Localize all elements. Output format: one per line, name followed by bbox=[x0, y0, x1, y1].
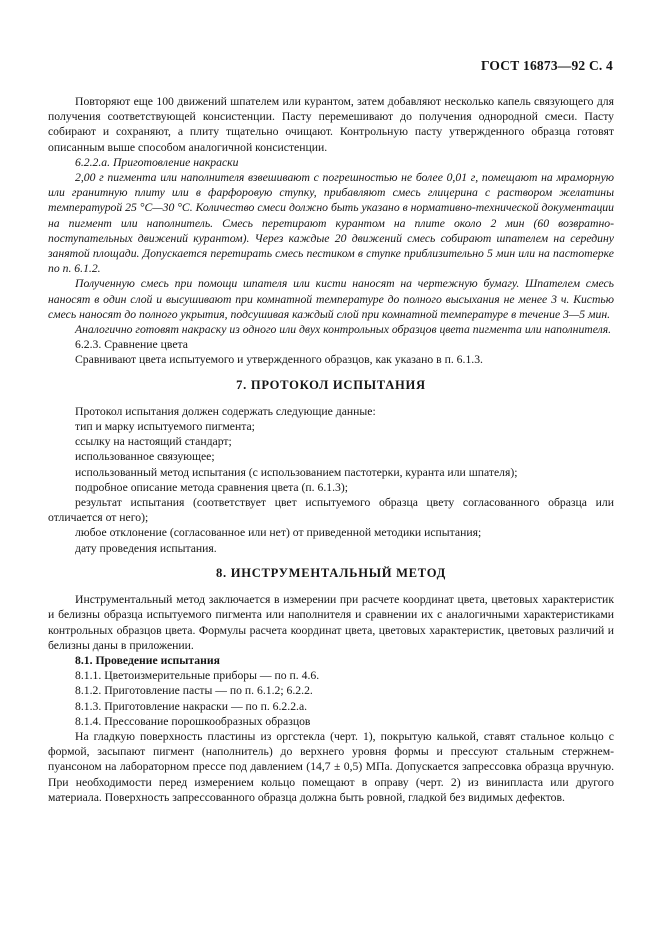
paragraph: Повторяют еще 100 движений шпателем или курантом, затем добавляют несколько капель связующего для получения соответствующей консистенции. Пасту перемешивают до получения однородной смеси. Пасту собирают и сохраняют, а плиту тщательно очищают. Контрольную пасту утвержденного образца готовят описанным выше способом аналогичной консистенции. bbox=[48, 95, 614, 154]
subsection-heading: 6.2.3. Сравнение цвета bbox=[75, 338, 188, 352]
paragraph: 2,00 г пигмента или наполнителя взвешивают с погрешностью не более 0,01 г, помещают на мраморную или гранитную плиту или в фарфоровую ступку, прибавляют смесь глицерина с раствором желатины температурой 25 °С—30 °С. Количество смеси должно быть указано в нормативно-технической документации на пигмент или наполнитель. Смесь перетирают курантом на плите около 2 мин (60 возвратно-поступательных движений курантом). Через каждые 20 движений смесь собирают шпателем на середину занятой площади. Допускается перетирать смесь пестиком в ступке приблизительно 5 мин или на пастотерке по п. 6.1.2. bbox=[48, 171, 614, 276]
list-item: результат испытания (соответствует цвет испытуемого образца цвету согласованного образца или отличается от него); bbox=[48, 496, 614, 525]
paragraph: Сравнивают цвета испытуемого и утвержденного образцов, как указано в п. 6.1.3. bbox=[75, 353, 483, 367]
list-item: 8.1.1. Цветоизмерительные приборы — по п. 4.6. bbox=[75, 669, 320, 683]
list-item: 8.1.4. Прессование порошкообразных образцов bbox=[75, 714, 311, 728]
list-item: 8.1.2. Приготовление пасты — по п. 6.1.2; 6.2.2. bbox=[75, 684, 313, 698]
paragraph: Протокол испытания должен содержать следующие данные: bbox=[75, 404, 376, 418]
section-title: 7. ПРОТОКОЛ ИСПЫТАНИЯ bbox=[236, 377, 426, 392]
list-item: дату проведения испытания. bbox=[75, 541, 217, 555]
subsection-heading: 6.2.2.а. Приготовление накраски bbox=[75, 155, 239, 169]
list-item: ссылку на настоящий стандарт; bbox=[75, 435, 232, 449]
list-item: любое отклонение (согласованное или нет) от приведенной методики испытания; bbox=[75, 526, 482, 540]
section-title: 8. ИНСТРУМЕНТАЛЬНЫЙ МЕТОД bbox=[216, 565, 446, 580]
list-item: использованное связующее; bbox=[75, 450, 215, 464]
subsection-heading: 8.1. Проведение испытания bbox=[75, 653, 220, 667]
list-item: 8.1.3. Приготовление накраски — по п. 6.2.2.а. bbox=[75, 699, 308, 713]
paragraph: На гладкую поверхность пластины из оргстекла (черт. 1), покрытую калькой, ставят стальное кольцо с формой, засыпают пигмент (наполнитель) до верхнего уровня формы и прессуют стальным стержнем-пуансоном на лабораторном прессе под давлением (14,7 ± 0,5) МПа. Допускается запрессовка образца вручную. При необходимости перед измерением кольцо помещают в оправу (черт. 2) из винипласта или другого материала. Поверхность запрессованного образца должна быть ровной, гладкой без видимых дефектов. bbox=[48, 729, 614, 804]
paragraph: Полученную смесь при помощи шпателя или кисти наносят на чертежную бумагу. Шпателем смесь наносят в один слой и высушивают при комнатной температуре до полного высыхания не менее 3 ч. Кистью смесь наносят до полного укрытия, подсушивая каждый слой при комнатной температуре в течение 3—5 мин. bbox=[48, 277, 614, 321]
list-item: использованный метод испытания (с использованием пастотерки, куранта или шпателя); bbox=[75, 465, 518, 479]
paragraph: Инструментальный метод заключается в измерении при расчете координат цвета, цветовых характеристик и белизны образца испытуемого пигмента или наполнителя и сравнении их с аналогичными характеристиками контрольных образцов цвета. Формулы расчета координат цвета, цветовых характеристик, цветовых различий и белизны даны в приложении. bbox=[48, 593, 614, 652]
page-header: ГОСТ 16873—92 С. 4 bbox=[480, 58, 613, 73]
list-item: подробное описание метода сравнения цвета (п. 6.1.3); bbox=[75, 480, 349, 494]
list-item: тип и марку испытуемого пигмента; bbox=[75, 420, 255, 434]
paragraph: Аналогично готовят накраску из одного или двух контрольных образцов цвета пигмента или наполнителя. bbox=[75, 323, 612, 337]
document-body bbox=[48, 94, 614, 805]
